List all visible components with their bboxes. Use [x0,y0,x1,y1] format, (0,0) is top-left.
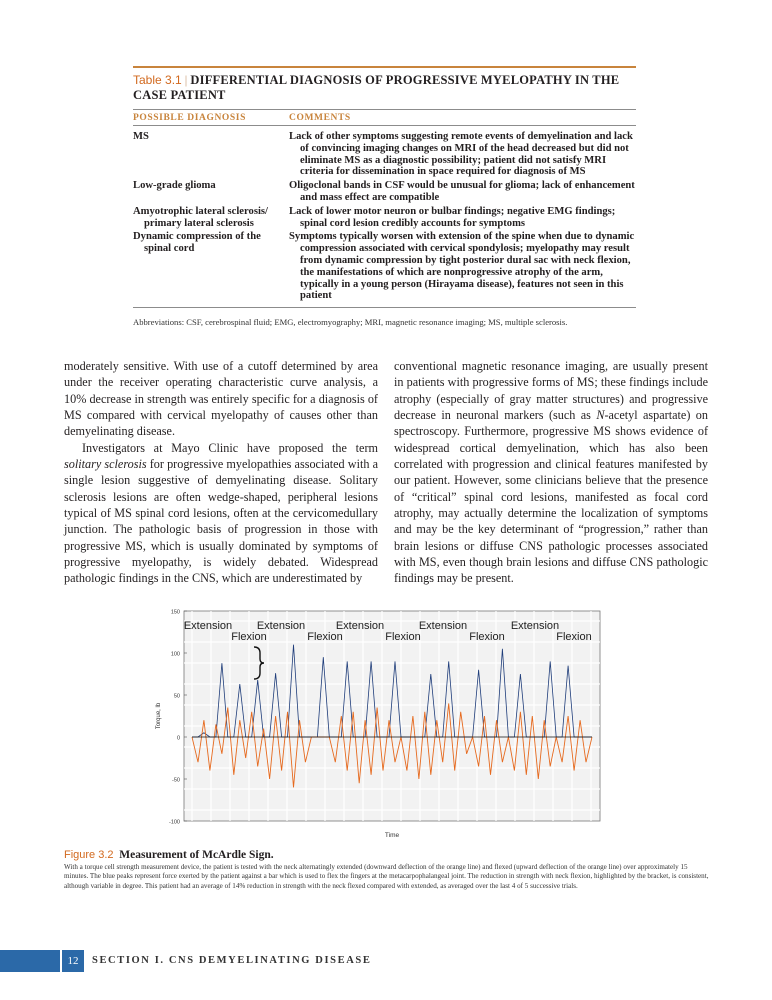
table-cell-diagnosis: Amyotrophic lateral sclerosis/ primary lateral sclerosis [133,205,268,229]
table-body [133,126,636,307]
body-text [64,358,708,587]
body-column-left [64,358,378,587]
figure-label: Figure 3.2 [64,849,114,861]
figure-title-text: Measurement of McArdle Sign. [119,849,274,861]
table-row [133,180,636,204]
italic-n: N [596,408,605,423]
table-title [133,73,636,103]
flexion-label: Flexion [385,631,421,643]
flexion-label: Flexion [556,631,592,643]
table-cell-diagnosis: Dynamic compression of the spinal cord [133,231,261,255]
table-cell-comment: Oligoclonal bands in CSF would be unusual for glioma; lack of enhancement and mass effect are compatible [289,180,635,203]
table-row [133,206,636,230]
table-label: Table 3.1 [133,73,182,87]
table-row [133,231,636,302]
table-cell-diagnosis: MS [133,131,149,142]
paragraph [64,440,378,587]
table-cell-diagnosis: Low-grade glioma [133,180,216,192]
extension-label: Extension [256,620,306,632]
table-3-1 [133,66,636,327]
figure-caption-text: With a torque cell strength measurement device, the patient is tested with the neck alternatingly extended (downward deflection of the orange line) and flexed (upward deflection of the orange line) over approximately 15 minutes. The blue peaks represent force exerted by the patient against a bar which is used to flex the fingers at the metacarpophalangeal joint. The reduction in strength with neck flexion, highlighted by the bracket, is consistent, although variable in degree. This patient had an average of 14% reduction in strength with the neck flexed compared with extended, as averaged over the last 4 of 5 successive trials. [64,863,709,890]
flexion-label: Flexion [307,631,343,643]
table-cell-comment: Lack of other symptoms suggesting remote events of demyelination and lack of convincing imaging changes on MRI of the head decreased but did not eliminate MS as a diagnostic possibility; patient did not satisfy MRI criteria for dissemination in space required for diagnosis of MS [289,131,633,178]
table-cell-comment: Lack of lower motor neuron or bulbar findings; negative EMG findings; spinal cord lesion credibly accounts for symptoms [289,205,616,229]
extension-label: Extension [335,620,385,632]
flexion-label: Flexion [469,631,505,643]
y-tick-label: -50 [172,777,180,784]
torque-chart [150,605,610,845]
table-col-header-diagnosis: POSSIBLE DIAGNOSIS [133,113,246,123]
table-title-text: DIFFERENTIAL DIAGNOSIS OF PROGRESSIVE MYELOPATHY IN THE CASE PATIENT [133,73,620,102]
paragraph: moderately sensitive. With use of a cutoff determined by area under the receiver operating characteristic curve analysis, a 10% decrease in strength was entirely specific for a diagnosis of MS compared with cervical myelopathy of causes other than demyelinating disease. [64,359,378,439]
term-solitary-sclerosis: solitary sclerosis [64,457,147,472]
page-number: 12 [62,950,84,972]
figure-3-2-chart [150,605,610,845]
table-row [133,131,636,178]
text-run: -acetyl aspartate) on spectroscopy. Furthermore, progressive MS shows evidence of widespread cortical demyelination, which has also been correlated with progression and clinical features manifested by our patient. However, some clinicians believe that the presence of “critical” spinal cord lesions, manifested as focal cord atrophy, may actually determine the localization of symptoms and may be the key determinant of “progression,” rather than brain lesions or diffuse CNS pathologic processes associated with MS, even though brain lesions and diffuse CNS pathologic findings may be present. [394,408,708,586]
y-tick-label: 0 [176,735,180,742]
figure-title [64,849,709,861]
y-tick-label: 100 [170,651,180,658]
table-cell-comment: Symptoms typically worsen with extension of the spine when due to dynamic compression associated with cervical spondylosis; myelopathy may result from dynamic compression by tight posterior dural sac with neck flexion, the manifestations of which are nonprogressive atrophy of the arm, typically in a young person (Hirayama disease), features not seen in this patient [289,231,635,302]
footer-bar [0,950,60,972]
y-axis-label: Torque, lb [156,702,162,730]
extension-label: Extension [418,620,468,632]
figure-caption [64,849,709,891]
table-separator: | [184,73,188,87]
table-abbreviations: Abbreviations: CSF, cerebrospinal fluid; EMG, electromyography; MRI, magnetic resonance imaging; MS, multiple sclerosis. [133,317,568,328]
y-tick-label: -100 [168,819,180,826]
extension-label: Extension [183,620,233,632]
paragraph [394,358,708,587]
x-axis-label: Time [384,832,400,839]
table-header-row [133,110,636,125]
text-run: conventional magnetic resonance imaging, are usually present in patients with progressive forms of MS; these findings include atrophy (especially of gray matter structures) and progressive decrease in neuronal markers (such as [394,359,708,423]
y-tick-label: 150 [170,609,180,616]
table-col-header-comments: COMMENTS [289,113,351,123]
y-tick-label: 50 [173,693,180,700]
section-title: SECTION I. CNS DEMYELINATING DISEASE [92,955,372,966]
table-top-rule [133,66,636,68]
extension-label: Extension [510,620,560,632]
text-run: for progressive myelopathies associated with a single lesion suggestive of demyelinating disease. Solitary sclerosis lesions are often wedge-shaped, peripheral lesions typical of MS spinal cord lesions, often at the cervicomedullary junction. The pathologic basis of progression in those with progressive MS, which is usually dominated by symptoms of progressive myelopathy, is widely debated. Widespread pathologic findings in the CNS, which are underestimated by [64,457,378,586]
body-column-right [394,358,708,587]
table-bottom-rule [133,307,636,308]
text-run: Investigators at Mayo Clinic have proposed the term [82,440,378,455]
flexion-label: Flexion [231,631,267,643]
